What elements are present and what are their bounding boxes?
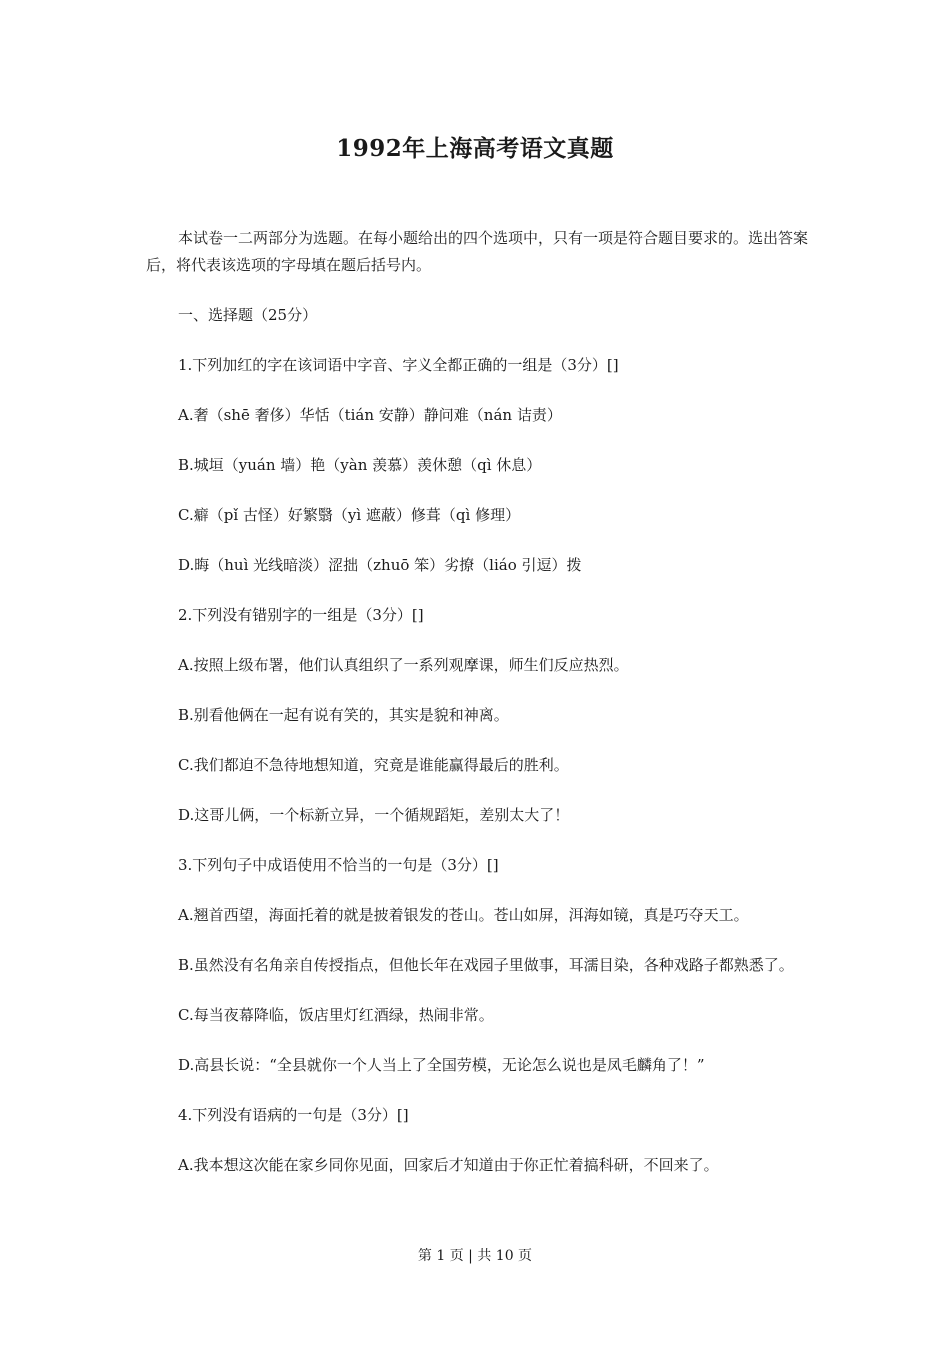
question-1-option-d: D.晦（huì 光线暗淡）涩拙（zhuō 笨）劣撩（liáo 引逗）拨 [178,556,582,574]
question-2-option-c: C.我们都迫不急待地想知道，究竟是谁能赢得最后的胜利。 [178,756,569,774]
question-1-stem: 1.下列加红的字在该词语中字音、字义全都正确的一组是（3分）[] [178,356,619,374]
intro-paragraph: 本试卷一二两部分为选题。在每小题给出的四个选项中，只有一项是符合题目要求的。选出答案后，将代表该选项的字母填在题后括号内。 [146,229,809,274]
question-4-stem: 4.下列没有语病的一句是（3分）[] [178,1106,409,1124]
question-1-option-a: A.奢（shē 奢侈）华恬（tián 安静）静问难（nán 诘责） [178,406,562,424]
question-1-option-b: B.城垣（yuán 墙）艳（yàn 羡慕）羡休憩（qì 休息） [178,456,542,474]
question-2-option-a: A.按照上级布署，他们认真组织了一系列观摩课，师生们反应热烈。 [178,656,629,674]
question-3-option-b: B.虽然没有名角亲自传授指点，但他长年在戏园子里做事，耳濡目染，各种戏路子都熟悉了。 [178,956,794,974]
question-2-stem: 2.下列没有错别字的一组是（3分）[] [178,606,424,624]
page-footer: 第 1 页 | 共 10 页 [417,1248,533,1264]
question-4-option-a: A.我本想这次能在家乡同你见面，回家后才知道由于你正忙着搞科研，不回来了。 [178,1156,719,1174]
question-3-option-d: D.高县长说：“全县就你一个人当上了全国劳模，无论怎么说也是凤毛麟角了！” [178,1056,705,1074]
section-heading: 一、选择题（25分） [178,306,318,324]
question-2-option-b: B.别看他俩在一起有说有笑的，其实是貌和神离。 [178,706,509,724]
question-1-option-c: C.癖（pǐ 古怪）好繁翳（yì 遮蔽）修葺（qì 修理） [178,506,521,524]
document-title: 1992年上海高考语文真题 [336,135,614,162]
question-3-option-a: A.翘首西望，海面托着的就是披着银发的苍山。苍山如屏，洱海如镜，真是巧夺天工。 [178,906,749,924]
question-3-option-c: C.每当夜幕降临，饭店里灯红酒绿，热闹非常。 [178,1006,494,1024]
question-2-option-d: D.这哥儿俩，一个标新立异，一个循规蹈矩，差别太大了！ [178,806,570,824]
document-body [146,225,810,1202]
question-3-stem: 3.下列句子中成语使用不恰当的一句是（3分）[] [178,856,499,874]
